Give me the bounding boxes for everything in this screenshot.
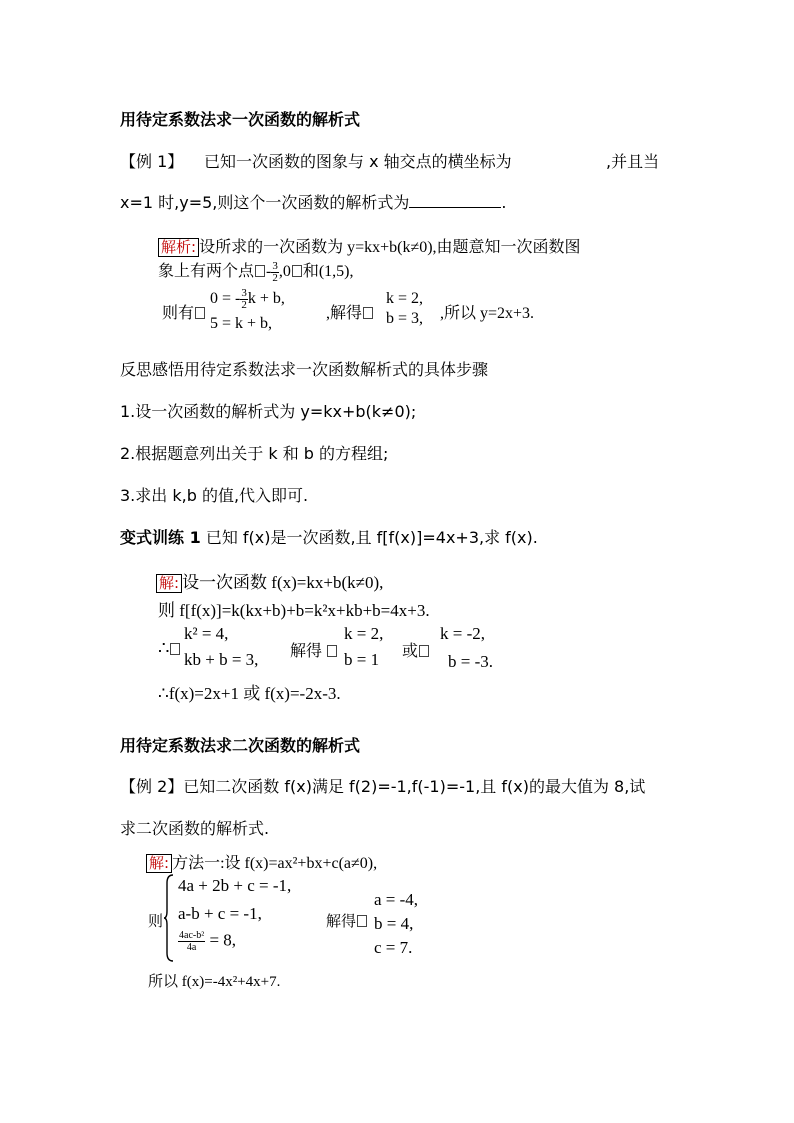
solution1-zeyou xyxy=(162,300,206,323)
frac-num-2: 3 xyxy=(241,287,247,299)
missing-glyph-icon xyxy=(327,645,337,657)
example1-line1-tail: ,并且当 xyxy=(606,152,660,171)
missing-glyph-icon xyxy=(195,307,205,319)
example2-final: 所以 f(x)=-4x²+4x+7. xyxy=(148,974,281,990)
left-brace-icon xyxy=(163,873,175,963)
reflection-step-2: 2.根据题意列出关于 k 和 b 的方程组; xyxy=(120,444,389,463)
system1-eq2: 5 = k + b, xyxy=(210,315,273,332)
solution1-line2-b: ,0 xyxy=(278,263,291,280)
eq3-den: 4a xyxy=(186,942,197,953)
variant1-sys-eq1: k² = 4, xyxy=(184,624,229,643)
variant1-sys-eq2: kb + b = 3, xyxy=(184,650,259,669)
system1-eq1 xyxy=(210,288,285,311)
example2-solve-word: 解得 xyxy=(326,914,357,930)
variant1-final: f(x)=2x+1 或 f(x)=-2x-3. xyxy=(168,684,341,703)
sol1-k: k = 2, xyxy=(386,290,424,307)
variant1-line2: 则 f[f(x)]=k(kx+b)+b=k²x+kb+b=4x+3. xyxy=(158,601,430,620)
variant1-solution-label: 解: xyxy=(156,574,182,593)
variant1-line1-text: 设一次函数 f(x)=kx+b(k≠0), xyxy=(182,573,384,592)
frac-den-2: 2 xyxy=(241,299,247,311)
variant1-line1 xyxy=(156,568,383,593)
eq3-fraction xyxy=(178,930,205,953)
variant1-sol2-k: k = -2, xyxy=(440,624,485,643)
missing-glyph-icon xyxy=(255,265,265,277)
therefore-symbol-2: ∴ xyxy=(158,684,169,703)
variant1-sol2-b: b = -3. xyxy=(448,652,493,671)
solution1-line2: 象上有两个点 - $\frac{3}{2}$ ,0 和(1,5), xyxy=(158,259,354,284)
example1-line2 xyxy=(120,190,506,213)
solution-label: 解析: xyxy=(158,238,199,257)
reflection-title: 反思感悟用待定系数法求一次函数解析式的具体步骤 xyxy=(120,360,489,379)
example2-sol-a: a = -4, xyxy=(374,890,419,909)
answer-blank xyxy=(409,193,501,208)
conclusion-1: ,所以 y=2x+3. xyxy=(440,305,535,322)
example2-solve xyxy=(326,910,368,931)
example1-label: 【例 1】 xyxy=(120,152,184,171)
variant1-sol1-b: b = 1 xyxy=(344,650,380,669)
variant1-title-rest: 已知 f(x)是一次函数,且 f[f(x)]=4x+3,求 f(x). xyxy=(205,528,538,547)
variant1-solve-word: 解得 xyxy=(290,643,323,660)
example1-line2-text: x=1 时,y=5,则这个一次函数的解析式为 xyxy=(120,193,410,212)
example2-eq2: a-b + c = -1, xyxy=(178,904,262,923)
example1-line1: 已知一次函数的图象与 x 轴交点的横坐标为 xyxy=(204,152,512,171)
or-word: 或 xyxy=(402,643,419,660)
fraction-three-halves-2 xyxy=(240,288,248,311)
variant1-solve xyxy=(290,638,338,661)
missing-glyph-icon xyxy=(357,915,367,927)
example2-sol-b: b = 4, xyxy=(374,914,414,933)
example2-line1-text: 方法一:设 f(x)=ax²+bx+c(a≠0), xyxy=(172,855,378,872)
variant1-title-bold: 变式训练 1 xyxy=(120,528,201,547)
variant1-final-line xyxy=(158,679,341,704)
solution1-line1 xyxy=(158,234,581,257)
zeyou-text: 则有 xyxy=(162,305,195,322)
frac-den: 2 xyxy=(272,271,278,284)
example2-sol-c: c = 7. xyxy=(374,938,413,957)
section2-title: 用待定系数法求二次函数的解析式 xyxy=(120,736,361,755)
variant1-title xyxy=(120,525,538,548)
example2-line2: 求二次函数的解析式. xyxy=(120,819,270,838)
example2-eq1: 4a + 2b + c = -1, xyxy=(178,876,292,895)
frac-num: 3 xyxy=(272,259,278,272)
reflection-step-3: 3.求出 k,b 的值,代入即可. xyxy=(120,486,309,505)
missing-glyph-icon xyxy=(292,265,302,277)
missing-glyph-icon xyxy=(419,645,429,657)
eq1-tail: k + b, xyxy=(247,290,285,308)
sol1-b: b = 3, xyxy=(386,310,424,327)
solution1-line2-c: 和(1,5), xyxy=(302,263,354,280)
section1-title: 用待定系数法求一次函数的解析式 xyxy=(120,110,361,129)
solution1-line2-a: 象上有两个点 xyxy=(158,263,255,280)
reflection-step-1: 1.设一次函数的解析式为 y=kx+b(k≠0); xyxy=(120,402,417,421)
missing-glyph-icon xyxy=(363,307,373,319)
missing-glyph-icon xyxy=(170,643,180,655)
eq1-text: 0 = - xyxy=(210,290,241,308)
therefore-symbol: ∴ xyxy=(158,638,170,658)
variant1-therefore-1 xyxy=(158,638,181,659)
example2-ze: 则 xyxy=(148,914,164,930)
variant1-or xyxy=(402,638,430,661)
example2-eq3 xyxy=(178,930,236,953)
solve-word-1 xyxy=(326,300,374,323)
eq3-num: 4ac-b² xyxy=(179,930,205,941)
eq3-tail: = 8, xyxy=(209,930,237,950)
example2-solution-line1 xyxy=(146,850,377,873)
example2-line1: 【例 2】已知二次函数 f(x)满足 f(2)=-1,f(-1)=-1,且 f(x)的最大值为 8,试 xyxy=(120,777,646,796)
fraction-three-halves xyxy=(271,261,279,284)
example2-solution-label: 解: xyxy=(146,854,172,873)
variant1-sol1-k: k = 2, xyxy=(344,624,384,643)
example1-line2-tail: . xyxy=(501,193,507,212)
solution1-text: 设所求的一次函数为 y=kx+b(k≠0),由题意知一次函数图 xyxy=(199,239,581,256)
solve-word-text: ,解得 xyxy=(326,305,363,322)
